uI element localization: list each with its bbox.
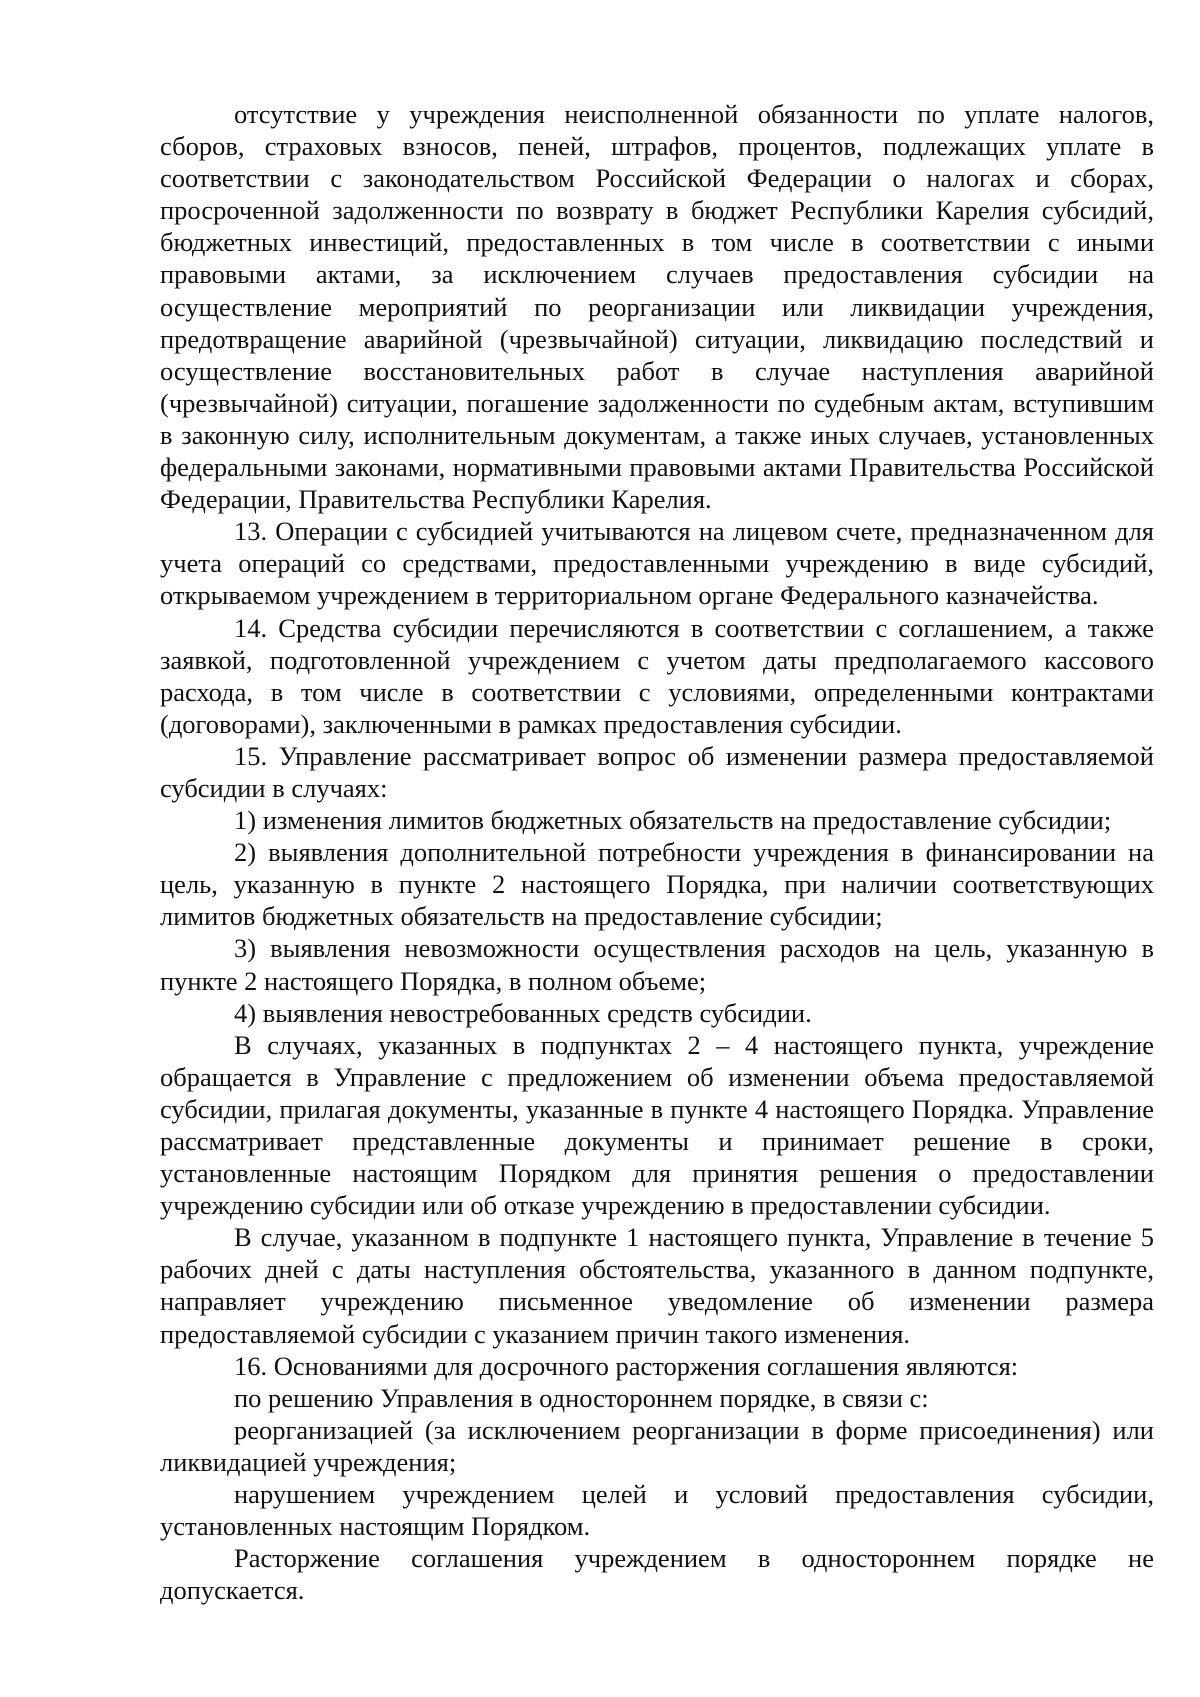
paragraph-item-15-sub-4: 4) выявления невостребованных средств субсидии. (234, 997, 812, 1028)
paragraph-item-15-sub-1: 1) изменения лимитов бюджетных обязательств на предоставление субсидии; (234, 805, 1112, 836)
paragraph-item-15-cases-2-4: В случаях, указанных в подпунктах 2 – 4 настоящего пункта, учреждение обращается в Управление с предложением об изменении объема предоставляемой субсидии, прилагая документы, указанные в пункте 4 настоящего Порядка. Управление рассматривает представленные документы и принимает решение в сроки, установленные настоящим Порядком для принятия решения о предоставлении учреждению субсидии или об отказе учреждению в предоставлении субсидии. (160, 1029, 1154, 1221)
paragraph-item-15-sub-3: 3) выявления невозможности осуществления расходов на цель, указанную в пункте 2 настоящего Порядка, в полном объеме; (160, 933, 1154, 996)
paragraph-item-15: 15. Управление рассматривает вопрос об изменении размера предоставляемой субсидии в случаях: (160, 740, 1154, 803)
paragraph-condition-no-debt: отсутствие у учреждения неисполненной обязанности по уплате налогов, сборов, страховых взносов, пеней, штрафов, процентов, подлежащих уплате в соответствии с законодательством Российской Федерации о налогах и сборах, просроченной задолженности по возврату в бюджет Республики Карелия субсидий, бюджетных инвестиций, предоставленных в том числе в соответствии с иными правовыми актами, за исключением случаев предоставления субсидии на осуществление мероприятий по реорганизации или ликвидации учреждения, предотвращение аварийной (чрезвычайной) ситуации, ликвидацию последствий и осуществление восстановительных работ в случае наступления аварийной (чрезвычайной) ситуации, погашение задолженности по судебным актам, вступившим в законную силу, исполнительным документам, а также иных случаев, установленных федеральными законами, нормативными правовыми актами Правительства Российской Федерации, Правительства Республики Карелия. (160, 99, 1154, 515)
paragraph-item-14: 14. Средства субсидии перечисляются в соответствии с соглашением, а также заявкой, подготовленной учреждением с учетом даты предполагаемого кассового расхода, в том числе в соответствии с условиями, определенными контрактами (договорами), заключенными в рамках предоставления субсидии. (160, 612, 1154, 739)
paragraph-item-16-reorganization: реорганизацией (за исключением реорганизации в форме присоединения) или ликвидацией учреждения; (160, 1414, 1154, 1477)
paragraph-item-13: 13. Операции с субсидией учитываются на лицевом счете, предназначенном для учета операций со средствами, предоставленными учреждению в виде субсидий, открываемом учреждением в территориальном органе Федерального казначейства. (160, 516, 1154, 611)
paragraph-item-16-no-termination: Расторжение соглашения учреждением в одностороннем порядке не допускается. (160, 1543, 1154, 1606)
paragraph-item-16: 16. Основаниями для досрочного расторжения соглашения являются: (234, 1350, 1019, 1381)
document-page (160, 98, 1154, 1606)
paragraph-item-16-unilateral: по решению Управления в одностороннем порядке, в связи с: (234, 1382, 929, 1413)
paragraph-item-15-case-1: В случае, указанном в подпункте 1 настоящего пункта, Управление в течение 5 рабочих дней с даты наступления обстоятельства, указанного в данном подпункте, направляет учреждению письменное уведомление об изменении размера предоставляемой субсидии с указанием причин такого изменения. (160, 1222, 1154, 1349)
paragraph-item-15-sub-2: 2) выявления дополнительной потребности учреждения в финансировании на цель, указанную в пункте 2 настоящего Порядка, при наличии соответствующих лимитов бюджетных обязательств на предоставление субсидии; (160, 837, 1154, 932)
paragraph-item-16-violation: нарушением учреждением целей и условий предоставления субсидии, установленных настоящим Порядком. (160, 1479, 1154, 1542)
